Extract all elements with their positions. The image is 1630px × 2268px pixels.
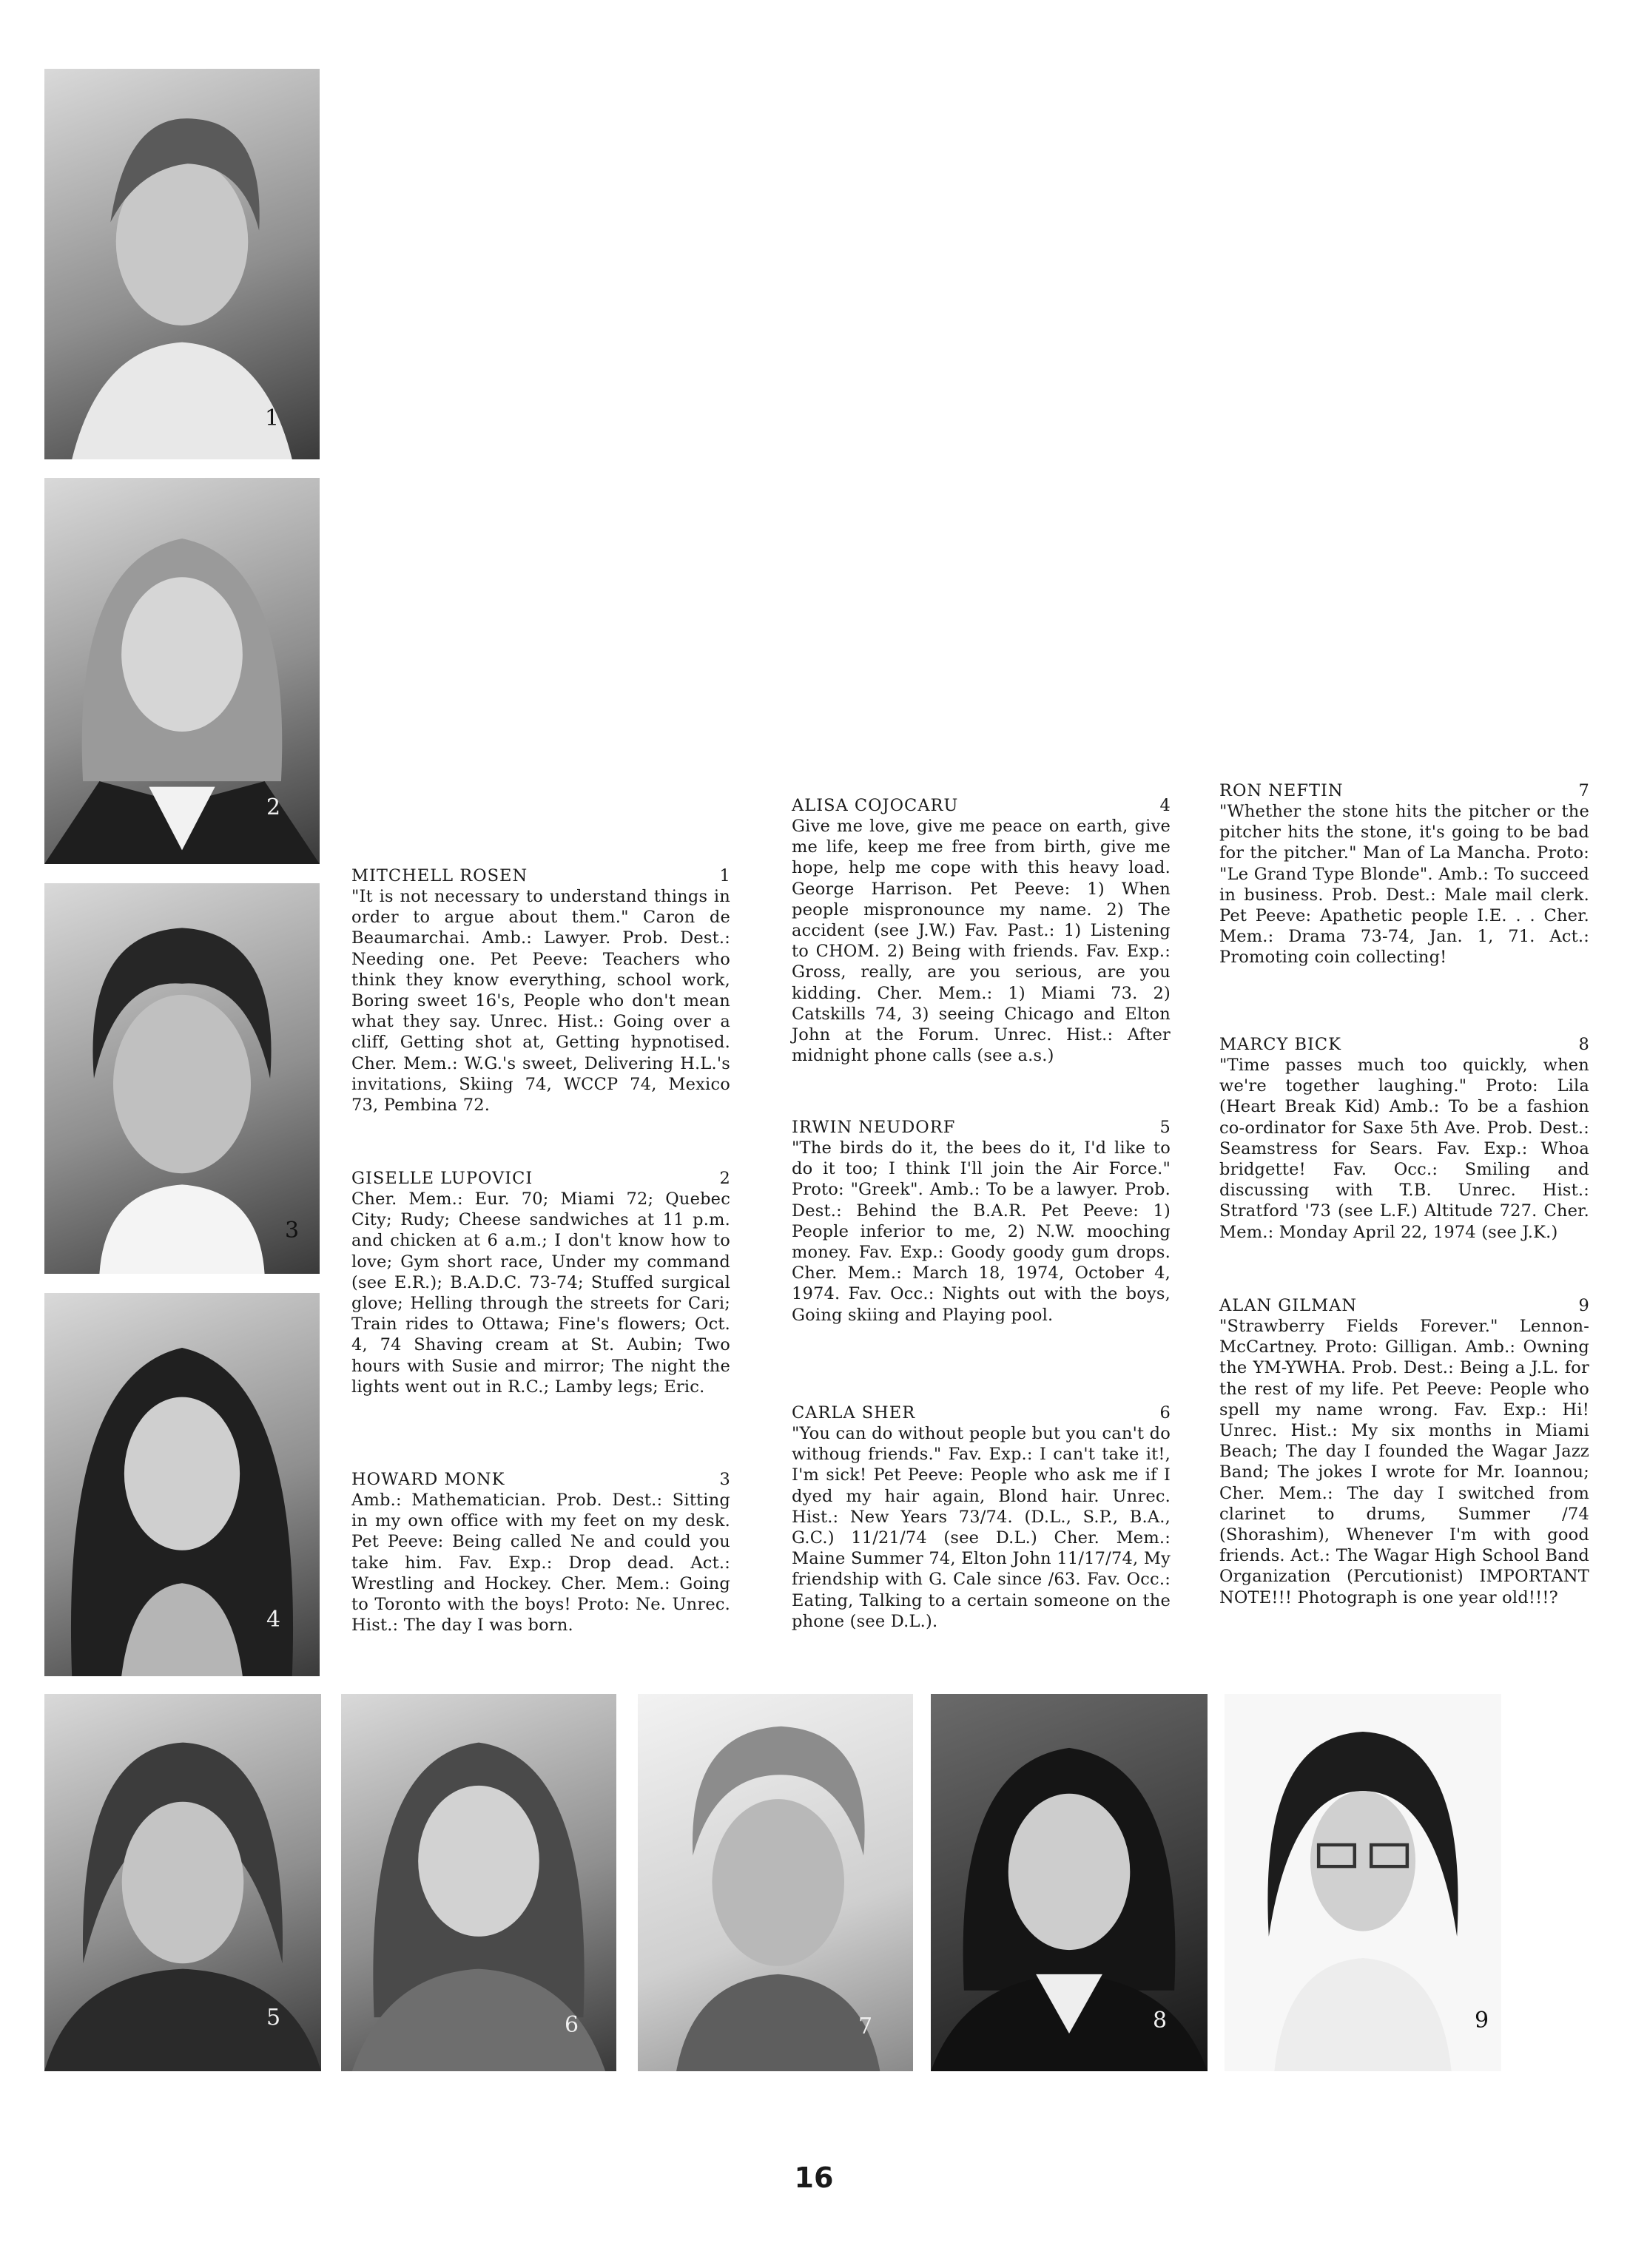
photo-number: 4 <box>266 1607 281 1633</box>
student-entry-howard-monk <box>351 1469 730 1636</box>
student-name: MITCHELL ROSEN <box>351 866 528 885</box>
photo-number: 5 <box>266 2005 281 2031</box>
student-name: ALISA COJOCARU <box>792 796 959 815</box>
portrait-photo-1 <box>44 69 320 459</box>
student-bio: "The birds do it, the bees do it, I'd like to do it too; I think I'll join the Air Force." Proto: "Greek". Amb.: To be a lawyer. Prob. Dest.: Behind the B.A.R. Pet Peeve: 1) People inferior to me, 2) N.W. mooching money. Fav. Exp.: Goody goody gum drops. Cher. Mem.: March 18, 1974, October 4, 1974. Fav. Occ.: Nights out with the boys, Going skiing and Playing pool. <box>792 1138 1171 1325</box>
student-name: HOWARD MONK <box>351 1470 505 1489</box>
student-bio: "You can do without people but you can't do withoug friends." Fav. Exp.: I can't take it!, I'm sick! Pet Peeve: People who ask me if I dyed my hair again, Blond hair. Unrec. Hist.: New Years 73/74. (D.L., S.P., B.A., G.C.) 11/21/74 (see D.L.) Cher. Mem.: Maine Summer 74, Elton John 11/17/74, My friendship with G. Cale since /63. Fav. Occ.: Eating, Talking to a certain someone on the phone (see D.L.). <box>792 1424 1171 1631</box>
photo-number: 2 <box>266 794 281 820</box>
page-number: 16 <box>794 2161 834 2194</box>
student-number: 5 <box>1159 1118 1171 1137</box>
student-name: RON NEFTIN <box>1219 781 1344 800</box>
student-entry-alisa-cojocaru <box>792 795 1171 1066</box>
photo-number: 3 <box>285 1218 300 1243</box>
student-number: 4 <box>1159 796 1171 815</box>
student-entry-marcy-bick <box>1219 1034 1589 1243</box>
student-entry-alan-gilman <box>1219 1295 1589 1608</box>
student-entry-ron-neftin <box>1219 780 1589 968</box>
photo-number: 8 <box>1153 2008 1168 2034</box>
student-name: CARLA SHER <box>792 1403 916 1422</box>
student-bio: "Strawberry Fields Forever." Lennon-McCartney. Proto: Gilligan. Amb.: Owning the YM-YWHA. Prob. Dest.: Being a J.L. for the rest of my life. Pet Peeve: People who spell my name wrong. Fav. Exp.: Hi! Unrec. Hist.: My six months in Miami Beach; The day I founded the Wagar Jazz Band; The jokes I wrote for Mr. Ioannou; Cher. Mem.: The day I switched from clarinet to drums, Summer /74 (Shorashim), Whenever I'm with good friends. Act.: The Wagar High School Band Organization (Percutionist) IMPORTANT NOTE!!! Photograph is one year old!!!? <box>1219 1317 1589 1607</box>
student-number: 2 <box>719 1169 730 1188</box>
student-name: ALAN GILMAN <box>1219 1296 1358 1315</box>
student-number: 9 <box>1578 1296 1589 1315</box>
student-name: IRWIN NEUDORF <box>792 1118 956 1137</box>
student-number: 6 <box>1159 1403 1171 1422</box>
student-bio: "It is not necessary to understand things in order to argue about them." Caron de Beaumarchai. Amb.: Lawyer. Prob. Dest.: Needing one. Pet Peeve: Teachers who think they know everything, school work, Boring sweet 16's, People who don't mean what they say. Unrec. Hist.: Going over a cliff, Getting shot at, Getting hypnotised. Cher. Mem.: W.G.'s sweet, Delivering H.L.'s invitations, Skiing 74, WCCP 74, Mexico 73, Pembina 72. <box>351 887 730 1116</box>
student-bio: Amb.: Mathematician. Prob. Dest.: Sitting in my own office with my feet on my desk. Pet Peeve: Being called Ne and could you take him. Fav. Exp.: Drop dead. Act.: Wrestling and Hockey. Cher. Mem.: Going to Toronto with the boys! Proto: Ne. Unrec. Hist.: The day I was born. <box>351 1491 730 1636</box>
student-number: 1 <box>719 866 730 885</box>
photo-number: 6 <box>565 2012 579 2038</box>
portrait-photo-6 <box>341 1694 616 2071</box>
student-entry-carla-sher <box>792 1403 1171 1632</box>
photo-number: 1 <box>265 405 280 431</box>
student-entry-giselle-lupovici <box>351 1168 730 1397</box>
portrait-photo-3 <box>44 883 320 1274</box>
student-number: 7 <box>1578 781 1589 800</box>
portrait-photo-5 <box>44 1694 321 2071</box>
student-entry-mitchell-rosen <box>351 865 730 1116</box>
photo-number: 7 <box>858 2014 873 2039</box>
student-name: MARCY BICK <box>1219 1035 1341 1054</box>
student-number: 8 <box>1578 1035 1589 1054</box>
student-bio: Give me love, give me peace on earth, give me life, keep me free from birth, give me hope, help me cope with this heavy load. George Harrison. Pet Peeve: 1) When people mispronounce my name. 2) The accident (see J.W.) Fav. Past.: 1) Listening to CHOM. 2) Being with friends. Fav. Exp.: Gross, really, are you serious, are you kidding. Cher. Mem.: 1) Miami 73. 2) Catskills 74, 3) seeing Chicago and Elton John at the Forum. Unrec. Hist.: After midnight phone calls (see a.s.) <box>792 817 1171 1066</box>
student-bio: Cher. Mem.: Eur. 70; Miami 72; Quebec City; Rudy; Cheese sandwiches at 11 p.m. and chicken at 6 a.m.; I don't know how to love; Gym short race, Under my command (see E.R.); B.A.D.C. 73-74; Stuffed surgical glove; Helling through the streets for Cari; Train rides to Ottawa; Fine's flowers; Oct. 4, 74 Shaving cream at St. Aubin; Two hours with Susie and mirror; The night the lights went out in R.C.; Lamby legs; Eric. <box>351 1189 730 1397</box>
student-bio: "Whether the stone hits the pitcher or the pitcher hits the stone, it's going to be bad for the pitcher." Man of La Mancha. Proto: "Le Grand Type Blonde". Amb.: To succeed in business. Prob. Dest.: Male mail clerk. Pet Peeve: Apathetic people I.E. . . Cher. Mem.: Drama 73-74, Jan. 1, 71. Act.: Promoting coin collecting! <box>1219 802 1589 968</box>
student-name: GISELLE LUPOVICI <box>351 1169 533 1188</box>
portrait-photo-4 <box>44 1293 320 1676</box>
portrait-photo-8 <box>931 1694 1208 2071</box>
student-bio: "Time passes much too quickly, when we're together laughing." Proto: Lila (Heart Break Kid) Amb.: To be a fashion co-ordinator for Saxe 5th Ave. Prob. Dest.: Seamstress for Sears. Fav. Exp.: Whoa bridgette! Fav. Occ.: Smiling and discussing with T.B. Unrec. Hist.: Stratford '73 (see L.F.) Altitude 727. Cher. Mem.: Monday April 22, 1974 (see J.K.) <box>1219 1056 1589 1242</box>
student-entry-irwin-neudorf <box>792 1117 1171 1326</box>
photo-number: 9 <box>1475 2008 1489 2034</box>
portrait-photo-2 <box>44 478 320 864</box>
portrait-photo-7 <box>638 1694 913 2071</box>
student-number: 3 <box>719 1470 730 1489</box>
portrait-photo-9 <box>1225 1694 1501 2071</box>
